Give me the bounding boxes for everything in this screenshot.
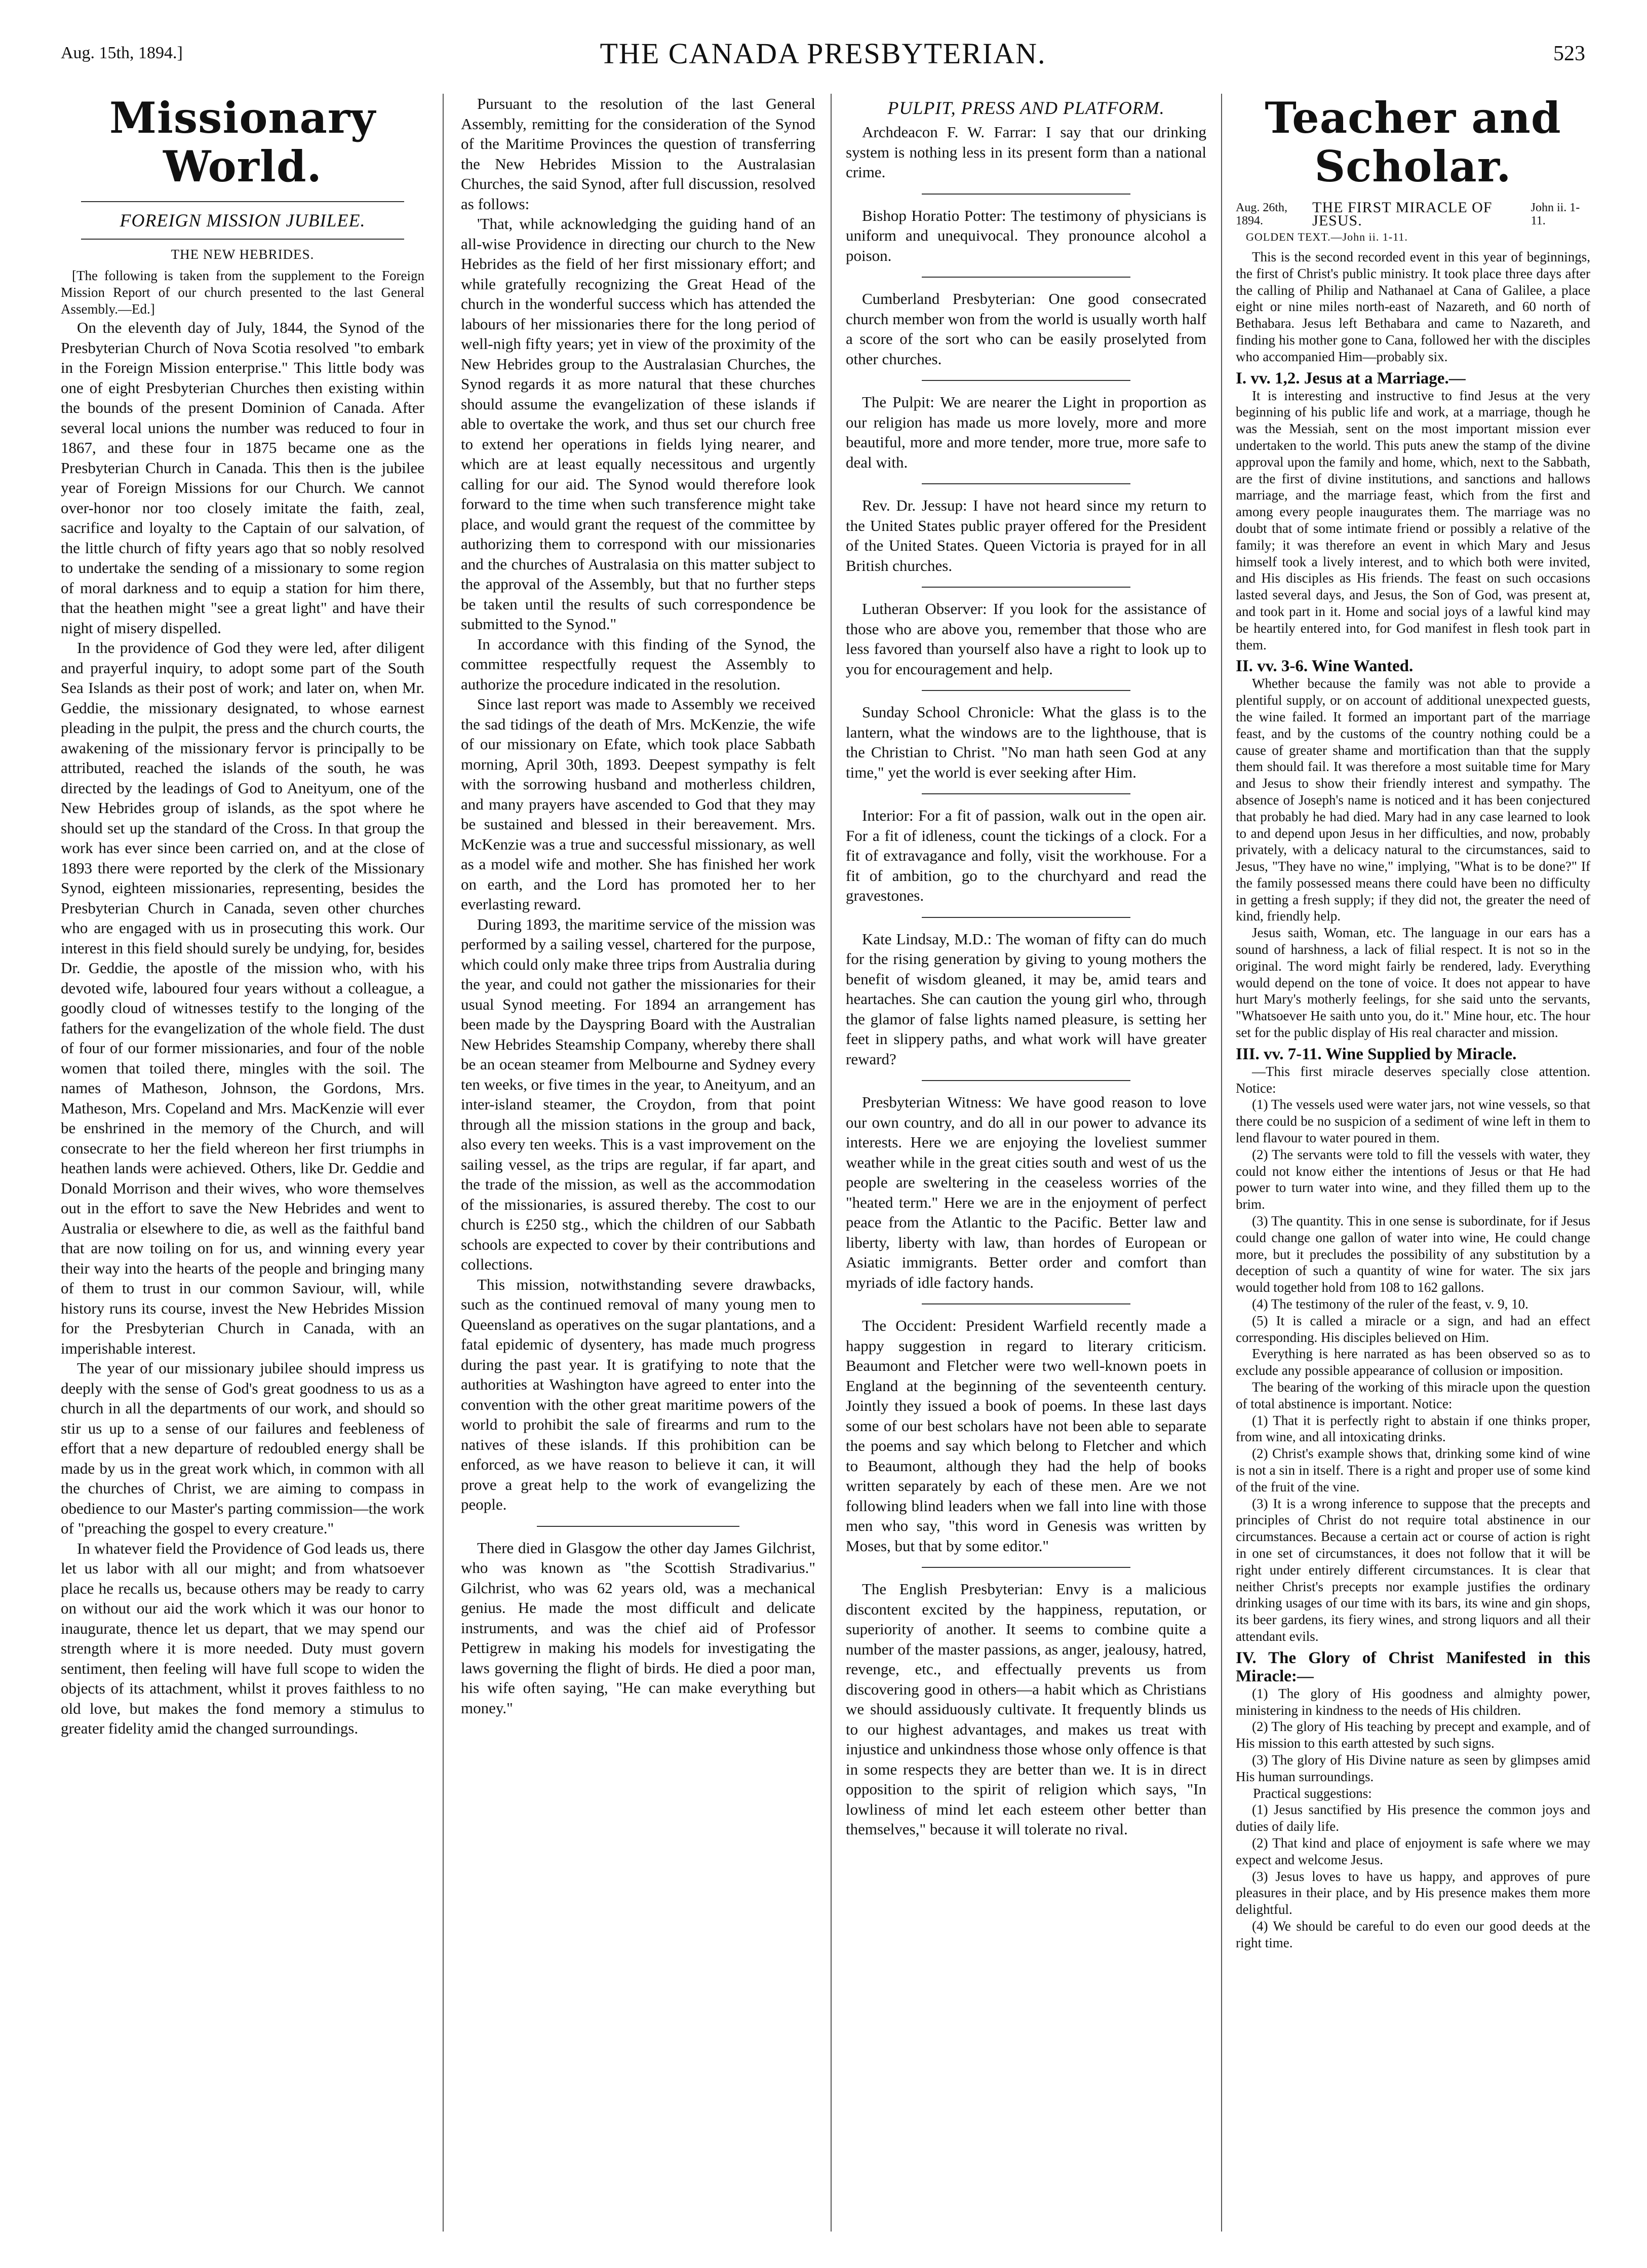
list-item: (4) We should be careful to do even our good deeds at the right time. xyxy=(1236,1918,1590,1950)
rule xyxy=(922,917,1130,918)
paragraph: On the eleventh day of July, 1844, the Synod of the Presbyterian Church of Nova Scotia resolved "to embark in the Foreign Mission enterprise." This little body was one of eight Presbyterian Churches then existing within the bounds of the present Dominion of Canada. After several local unions the number was reduced to four in 1867, and these four in 1875 became one as the Presbyterian Church in Canada. This then is the jubilee year of Foreign Missions for our Church. We cannot over-honor nor too closely imitate the faith, zeal, sacrifice and loyalty to the Captain of our salvation, of the little church of fifty years ago that so nobly resolved to undertake the sending of a missionary to some region of moral darkness and to equip a station for him there, that the heathen might "see a great light" and have their night of misery dispelled. xyxy=(61,319,424,637)
section-masthead: Missionary World. xyxy=(109,94,376,191)
golden-text: GOLDEN TEXT.—John ii. 1-11. xyxy=(1246,230,1408,243)
paragraph: Jesus saith, Woman, etc. The language in our ears has a sound of harshness, a lack of filial respect. It is not so in the original. The word might fairly be rendered, lady. Everything would depend on the tone of voice. It does not appear to have hurt Mary's motherly feelings, for she said unto the servants, "Whatsoever He saith unto you, do it." Mine hour, etc. The hour set for the public display of His real character and mission. xyxy=(1236,925,1590,1041)
page-number: 523 xyxy=(1553,42,1585,65)
lesson-section-heading: II. vv. 3-6. Wine Wanted. xyxy=(1236,657,1414,676)
paragraph: Since last report was made to Assembly we received the sad tidings of the death of Mrs. McKenzie, the wife of our missionary on Efate, which took place Sabbath morning, April 30th, 1893. Deepest sympathy is felt with the sorrowing husband and motherless children, and many prayers have ascended to God that they may be sustained and blessed in their bereavement. Mrs. McKenzie was a true and successful missionary, as well as a model wife and mother. She has finished her work on earth, and the Lord has promoted her to her everlasting reward. xyxy=(461,695,815,913)
list-item: (1) That it is perfectly right to abstain if one thinks proper, from wine, and all intoxicating drinks. xyxy=(1236,1412,1590,1445)
list-item: (1) The vessels used were water jars, not wine vessels, so that there could be no suspicion of a sediment of wine left in them to lend flavour to water poured in them. xyxy=(1236,1097,1590,1146)
lesson-section-heading: III. vv. 7-11. Wine Supplied by Miracle. xyxy=(1236,1045,1517,1063)
rule xyxy=(922,1303,1130,1304)
paragraph: This is the second recorded event in this year of beginnings, the first of Christ's public ministry. It took place three days after the calling of Philip and Nathanael at Cana of Galilee, a place eight or nine miles north-east of Nazareth, and 60 north of Bethabara. Jesus left Bethabara and came to Nazareth, and finding his mother gone to Cana, followed her with the disciples who accompanied Him—probably six. xyxy=(1236,249,1590,364)
quote-item: Presbyterian Witness: We have good reason to love our own country, and do all in our power to advance its interests. Here we are enjoying the loveliest summer weather while in the great cities south and west of us the people are sweltering in the ceaseless worries of the "heated term." Here we are in the enjoyment of perfect peace from the Atlantic to the Pacific. Better law and liberty, liberty with law, than hordes of European or Asiatic immigrants. Better order and comfort than myriads of idle factory hands. xyxy=(846,1093,1206,1291)
column-teacher-and-scholar xyxy=(1236,94,1590,2242)
rule xyxy=(922,380,1130,381)
list-item: (1) Jesus sanctified by His presence the common joys and duties of daily life. xyxy=(1236,1802,1590,1834)
list-item: (3) It is a wrong inference to suppose that the precepts and principles of Christ do not require total abstinence in our circumstances. Because a certain act or course of action is right in one set of circumstances, it does not follow that it will be right under entirely different circumstances. It is clear that neither Christ's precepts nor example justifies the ordinary drinking usages of our time with its bars, its wine and gin shops, its beer gardens, its fiery wines, and strong liquors and all their attendant evils. xyxy=(1236,1495,1590,1644)
quote-item: The English Presbyterian: Envy is a malicious discontent excited by the happiness, reputation, or superiority of another. It seems to combine quite a number of the master passions, as anger, jealousy, hatred, revenge, etc., and effectually prevents us from discovering good in others—a habit which as Christians we should assiduously cultivate. It frequently blinds us to our highest advantages, and makes us treat with injustice and unkindness those whose only offence is that in some respects they are better than we. It is in direct opposition to the spirit of religion which says, "In lowliness of mind let each esteem other better than themselves," because it will tolerate no rival. xyxy=(846,1580,1206,1838)
list-item: (5) It is called a miracle or a sign, and had an effect corresponding. His disciples believed on Him. xyxy=(1236,1313,1590,1345)
paragraph: In whatever field the Providence of God leads us, there let us labor with all our might; and from whatsoever place he recalls us, because others may be ready to carry on without our aid the work which it was our honor to inaugurate, thence let us depart, that we may spend our strength where it is more needed. Duty must govern sentiment, then feeling will have full scope to widen the objects of its attachment, whilst it proves faithless to no old love, but makes the fond memory a stimulus to greater fidelity amid the changed surroundings. xyxy=(61,1539,424,1737)
list-item: (3) Jesus loves to have us happy, and approves of pure pleasures in their place, and by His presence makes them more delightful. xyxy=(1236,1868,1590,1917)
quote-item: Sunday School Chronicle: What the glass is to the lantern, what the windows are to the lighthouse, that is the Christian to Christ. "No man hath seen God at any time," yet the world is ever seeking after Him. xyxy=(846,703,1206,781)
lesson-section-heading: I. vv. 1,2. Jesus at a Marriage.— xyxy=(1236,369,1466,388)
rule xyxy=(81,239,404,240)
quote-item: The Pulpit: We are nearer the Light in proportion as our religion has made us more lovely, more and more beautiful, more and more tender, more true, more safe to deal with. xyxy=(846,393,1206,471)
lesson-date: Aug. 26th, 1894. xyxy=(1236,201,1287,227)
subheading: Practical suggestions: xyxy=(1253,1785,1372,1801)
paragraph: The bearing of the working of this miracle upon the question of total abstinence is important. Notice: xyxy=(1236,1379,1590,1411)
rule xyxy=(922,1080,1130,1081)
rule xyxy=(922,1567,1130,1568)
article-subtitle: FOREIGN MISSION JUBILEE. xyxy=(120,210,366,230)
issue-date: Aug. 15th, 1894.] xyxy=(61,44,183,62)
quote-item: Rev. Dr. Jessup: I have not heard since my return to the United States public prayer offered for the President of the United States. Queen Victoria is prayed for in all British churches. xyxy=(846,496,1206,574)
list-item: (3) The quantity. This in one sense is subordinate, for if Jesus could change one gallon of water into wine, He could change more, but it precludes the possibility of any substitution by a deception of such a quantity of wine for water. The six jars would together hold from 108 to 162 gallons. xyxy=(1236,1213,1590,1295)
quote-item: The Occident: President Warfield recently made a happy suggestion in regard to literary criticism. Beaumont and Fletcher were two well-known poets in England at the beginning of the seventeenth century. Jointly they issued a book of poems. In these last days some of our best scholars have not been able to separate the poems and say which belong to Fletcher and which to Beaumont, although they had the help of books written separately by each of these men. Are we not following blind leaders when we fall into line with those men who say, "this word in Genesis was written by Moses, but that by some editor." xyxy=(846,1317,1206,1555)
rule xyxy=(922,690,1130,691)
rule xyxy=(922,277,1130,278)
rule xyxy=(922,587,1130,588)
column-divider xyxy=(831,94,832,2232)
paragraph: 'That, while acknowledging the guiding hand of an all-wise Providence in directing our church to the New Hebrides as the field of her first missionary effort; and while gratefully recognizing the Great Head of the church in the wonderful success which has attended the labours of her missionaries there for the long period of well-nigh fifty years; yet in view of the proximity of the New Hebrides group to the Australasian Churches, the Synod regards it as more natural that these churches should assume the evangelization of these islands if able to overtake the work, and thus set our church free to extend her operations in fields lying nearer, and which are at least equally necessitous and urgently calling for our aid. The Synod would therefore look forward to the time when such transference might take place, and would grant the request of the committee by authorizing them to correspond with our missionaries and the churches of Australasia on this matter subject to the approval of the Assembly, but that no further steps be taken until the results of such correspondence be submitted to the Synod." xyxy=(461,215,815,633)
editor-note: [The following is taken from the supplement to the Foreign Mission Report of our church presented to the last General Assembly.—Ed.] xyxy=(61,268,424,317)
list-item: (1) The glory of His goodness and almighty power, ministering in kindness to the needs of His children. xyxy=(1236,1685,1590,1718)
section-masthead: Teacher and Scholar. xyxy=(1265,94,1561,191)
newspaper-title: THE CANADA PRESBYTERIAN. xyxy=(600,37,1046,70)
column-pulpit-press-platform xyxy=(846,94,1206,2242)
list-item: (2) Christ's example shows that, drinking some kind of wine is not a sin in itself. There is a right and proper use of some kind of the fruit of the vine. xyxy=(1236,1446,1590,1494)
list-item: (2) That kind and place of enjoyment is safe where we may expect and welcome Jesus. xyxy=(1236,1835,1590,1867)
quote-item: Bishop Horatio Potter: The testimony of physicians is uniform and unequivocal. They pronounce alcohol a poison. xyxy=(846,206,1206,264)
column-continued xyxy=(461,94,815,2242)
paragraph: Everything is here narrated as has been observed so as to exclude any possible appearance of collusion or imposition. xyxy=(1236,1346,1590,1378)
quote-item: Archdeacon F. W. Farrar: I say that our drinking system is nothing less in its present form than a national crime. xyxy=(846,123,1206,181)
article-section-title: THE NEW HEBRIDES. xyxy=(171,247,315,262)
paragraph: In accordance with this finding of the Synod, the committee respectfully request the Assembly to authorize the procedure indicated in the resolution. xyxy=(461,635,815,693)
lesson-header xyxy=(1236,201,1590,227)
page-header xyxy=(61,36,1585,77)
quote-item: Interior: For a fit of passion, walk out in the open air. For a fit of idleness, count the tickings of a clock. For a fit of extravagance and folly, visit the workhouse. For a fit of ambition, go to the churchyard and read the gravestones. xyxy=(846,806,1206,904)
paragraph: Pursuant to the resolution of the last General Assembly, remitting for the consideration of the Synod of the Maritime Provinces the question of transferring the New Hebrides Mission to the Australasian Churches, the said Synod, after full discussion, resolved as follows: xyxy=(461,95,815,213)
quote-item: Lutheran Observer: If you look for the assistance of those who are above you, remember that those who are less favored than yourself also have a right to look up to you for encouragement and help. xyxy=(846,600,1206,678)
column-missionary-world xyxy=(61,94,424,2242)
lesson-title: THE FIRST MIRACLE OF JESUS. xyxy=(1312,199,1493,229)
list-item: (2) The servants were told to fill the vessels with water, they could not know either the intentions of Jesus or that He had power to turn water into wine, and they filled them up to the brim. xyxy=(1236,1146,1590,1212)
rule xyxy=(922,793,1130,794)
lesson-reference: John ii. 1-11. xyxy=(1531,201,1580,227)
paragraph: Whether because the family was not able to provide a plentiful supply, or on account of additional unexpected guests, the wine failed. It formed an important part of the marriage feast, and by the customs of the country nothing could be a cause of greater shame and mortification than that the supply them should fail. It was therefore a most suitable time for Mary and Jesus to show their friendly interest and sympathy. The absence of Joseph's name is noticed and it has been conjectured that probably he had died. Mary had in any case learned to look to and depend upon Jesus in her difficulties, and now, probably privately, with a delicacy natural to the circumstances, said to Jesus, "They have no wine," implying, "What is to be done?" If the family possessed means there could have been no difficulty in getting a fresh supply; if they did not, the greater the need of kind, friendly help. xyxy=(1236,676,1590,924)
rule xyxy=(922,483,1130,484)
paragraph: It is interesting and instructive to find Jesus at the very beginning of his public life and work, at a marriage, though he was the Messiah, sent on the most important mission ever undertaken to the world. This puts anew the stamp of the divine approval upon the family and home, which, next to the Sabbath, are the first of divine institutions, and sanctions and hallows marriage, and the marriage feast, which from the first and among every people inaugurates them. The marriage was no doubt that of some intimate friend or possibly a relative of the family; it was therefore an event in which Mary and Jesus himself took a lively interest, and to which both were invited, and His disciples as His friends. The feast on such occasions lasted several days, and Jesus, the Son of God, was present at, and took part in it. Home and social joys of a lawful kind may be heartily entered into, for God manifest in flesh took part in them. xyxy=(1236,388,1590,652)
news-item: There died in Glasgow the other day James Gilchrist, who was known as "the Scottish Stradivarius." Gilchrist, who was 62 years old, was a mechanical genius. He made the most difficult and delicate instruments, and was the chief aid of Professor Pettigrew in making his models for investigating the laws governing the flight of birds. He died a poor man, his wife often saying, "He can make everything but money." xyxy=(461,1539,815,1717)
column-divider xyxy=(443,94,444,2232)
paragraph: This mission, notwithstanding severe drawbacks, such as the continued removal of many young men to Queensland as operatives on the sugar plantations, and a fatal epidemic of dysentery, has made much progress during the past year. It is gratifying to note that the authorities at Washington have agreed to enter into the convention with the other great maritime powers of the world to prohibit the sale of firearms and rum to the natives of these islands. If this prohibition can be enforced, as we have reason to believe it can, it will prove a great help to the work of evangelizing the people. xyxy=(461,1275,815,1513)
list-item: (2) The glory of His teaching by precept and example, and of His mission to this earth attested by such signs. xyxy=(1236,1719,1590,1751)
section-heading: PULPIT, PRESS AND PLATFORM. xyxy=(887,98,1165,118)
paragraph: In the providence of God they were led, after diligent and prayerful inquiry, to adopt some part of the South Sea Islands as their post of work; and later on, when Mr. Geddie, the missionary designated, to whose earnest pleading in the pulpit, the press and the church courts, the awakening of the missionary fervor is principally to be attributed, reached the islands of the south, he was directed by the leadings of God to Aneityum, one of the New Hebrides group of islands, as the spot where he should set up the standard of the Cross. In that group the work has ever since been carried on, and at the close of 1893 there were reported by the clerk of the Missionary Synod, eighteen missionaries, representing, besides the Presbyterian Church in Canada, seven other churches who are engaged with us in prosecuting this work. Our interest in this field should surely be undying, for, besides Dr. Geddie, the apostle of the mission who, with his devoted wife, laboured four years without a colleague, a goodly cloud of witnesses testify to the longing of the fathers for the evangelization of the whole field. The dust of four of our former missionaries, and four of the noble women that toiled there, mingles with the soil. The names of Matheson, Johnson, the Gordons, Mrs. Matheson, Mrs. Copeland and Mrs. MacKenzie will ever be enshrined in the memory of the Church, and will consecrate to her the field whereon her first triumphs in heathen lands were achieved. Others, like Dr. Geddie and Donald Morrison and their wives, who wore themselves out in the effort to save the New Hebrides and went to Australia or elsewhere to die, as well as the faithful band that are now toiling on for us, and winning every year their way into the hearts of the people and bringing many of them to trust in our common Saviour, will, while history runs its course, invest the New Hebrides Mission for the Presbyterian Church in Canada, with an imperishable interest. xyxy=(61,639,424,1357)
list-item: (3) The glory of His Divine nature as seen by glimpses amid His human surroundings. xyxy=(1236,1752,1590,1784)
paragraph: The year of our missionary jubilee should impress us deeply with the sense of God's great goodness to us as a church in all the departments of our work, and should so stir us up to a sense of our failures and feebleness of effort that a new departure of redoubled energy shall be made by us in the great work which, in common with all the churches of Christ, we are aiming to compass in obedience to our Master's parting commission—the work of "preaching the gospel to every creature." xyxy=(61,1359,424,1537)
rule xyxy=(922,194,1130,195)
list-item: (4) The testimony of the ruler of the feast, v. 9, 10. xyxy=(1252,1296,1528,1312)
quote-item: Cumberland Presbyterian: One good consecrated church member won from the world is usually worth half a score of the sort who can be easily proselyted from other churches. xyxy=(846,290,1206,368)
lesson-section-heading: IV. The Glory of Christ Manifested in this Miracle:— xyxy=(1236,1648,1590,1685)
column-divider xyxy=(1221,94,1222,2232)
paragraph: —This first miracle deserves specially close attention. Notice: xyxy=(1236,1063,1590,1096)
rule xyxy=(81,201,404,202)
paragraph: During 1893, the maritime service of the mission was performed by a sailing vessel, chartered for the purpose, which could only make three trips from Australia during the year, and could not gather the missionaries for their usual Synod meeting. For 1894 an arrangement has been made by the Dayspring Board with the Australian New Hebrides Steamship Company, whereby there shall be an ocean steamer from Melbourne and Sydney every ten weeks, or five times in the year, to Aneityum, and an inter-island steamer, the Croydon, from that point through all the mission stations in the group and back, also every ten weeks. This is a vast improvement on the sailing vessel, as the trips are regular, if far apart, and the trade of the mission, as well as the accommodation of the missionaries, is assured thereby. The cost to our church is £250 stg., which the children of our Sabbath schools are expected to cover by their contributions and collections. xyxy=(461,915,815,1273)
rule xyxy=(537,1526,739,1527)
quote-item: Kate Lindsay, M.D.: The woman of fifty can do much for the rising generation by giving to young mothers the benefit of wisdom gleaned, it may be, amid tears and heartaches. She can caution the young girl who, through the glamor of false lights named pleasure, is setting her feet in slippery paths, and what work will have greater reward? xyxy=(846,930,1206,1068)
